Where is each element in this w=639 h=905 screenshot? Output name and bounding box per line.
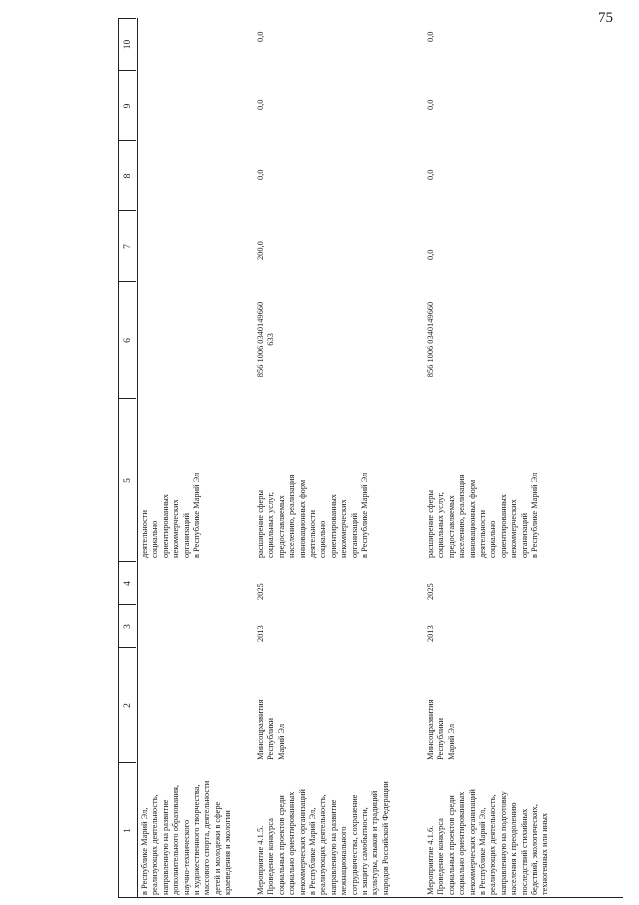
cell-value-10: 0,0	[426, 31, 435, 42]
table-header	[118, 18, 138, 898]
column-header-10: 10	[123, 39, 133, 50]
cell-start-year: 2013	[256, 625, 265, 642]
cell-end-year: 2025	[256, 583, 265, 600]
cell-activity: Мероприятие 4.1.5. Проведение конкурса социальных проектов среди социально ориентированных некоммерческих организаций в Республике Марий Эл, реализующих деятельность, направленную на развитие межнационального сотрудничества, сохранение и защиту самобытности, культуры, языков и традиций народов Российской Федерации	[256, 781, 390, 895]
column-header-8: 8	[123, 173, 133, 179]
column-header-3: 3	[123, 624, 133, 629]
grid-line	[118, 210, 136, 211]
cell-value-7: 0,0	[426, 249, 435, 260]
grid-line	[118, 281, 136, 282]
cell-result: расширение сферы социальных услуг, предоставляемых населению, реализация инновационных форм деятельности социально ориентированных некоммерческих организаций в Республике Марий Эл	[426, 472, 540, 558]
cell-activity: Мероприятие 4.1.6. Проведение конкурса социальных проектов среди социально ориентированных некоммерческих организаций в Республике Марий Эл, реализующих деятельность, направленную на подготовку населения к преодолению последствий стихийных бедствий, экологических, техногенных или иных	[426, 789, 550, 895]
cell-budget-code: 856 1006 0340149660 633	[256, 301, 276, 378]
cell-result: деятельности социально ориентированных некоммерческих организаций в Республике Марий Эл	[140, 472, 202, 558]
cell-value-9: 0,0	[426, 99, 435, 110]
cell-value-9: 0,0	[256, 99, 265, 110]
cell-activity: в Республике Марий Эл, реализующих деятельность, направленную на развитие дополнительного образования, научно-технического и художественного творчества, массового спорта, деятельности детей и молодежи в сфере краеведения и экологии	[140, 780, 233, 895]
grid-line	[118, 604, 136, 605]
cell-value-7: 200,0	[256, 241, 265, 260]
cell-executor: Минсоцразвития Республики Марий Эл	[256, 699, 286, 760]
grid-line	[118, 398, 136, 399]
cell-value-10: 0,0	[256, 31, 265, 42]
table-row	[254, 18, 414, 898]
grid-line	[118, 561, 136, 562]
column-header-5: 5	[123, 478, 133, 483]
cell-executor: Минсоцразвития Республики Марий Эл	[426, 699, 456, 760]
grid-line	[118, 140, 136, 141]
table-row	[138, 18, 250, 898]
cell-start-year: 2013	[426, 625, 435, 642]
column-header-9: 9	[123, 103, 133, 109]
grid-line	[118, 70, 136, 71]
column-header-1: 1	[123, 828, 133, 833]
column-header-4: 4	[123, 581, 133, 586]
cell-value-8: 0,0	[426, 169, 435, 180]
grid-line	[118, 18, 136, 19]
program-table	[118, 18, 623, 898]
column-header-7: 7	[123, 244, 133, 249]
grid-line	[118, 762, 136, 763]
cell-budget-code: 856 1006 0340149660	[426, 301, 435, 378]
rotated-table-wrapper	[118, 18, 623, 898]
cell-value-8: 0,0	[256, 169, 265, 180]
grid-line	[118, 647, 136, 648]
table-row	[424, 18, 623, 898]
page-number: 75	[598, 10, 613, 26]
column-header-6: 6	[123, 338, 133, 343]
cell-result: расширение сферы социальных услуг, предоставляемых населению, реализация инновационных форм деятельности социально ориентированных некоммерческих организаций в Республике Марий Эл	[256, 472, 370, 558]
cell-end-year: 2025	[426, 583, 435, 600]
column-header-2: 2	[123, 703, 133, 708]
